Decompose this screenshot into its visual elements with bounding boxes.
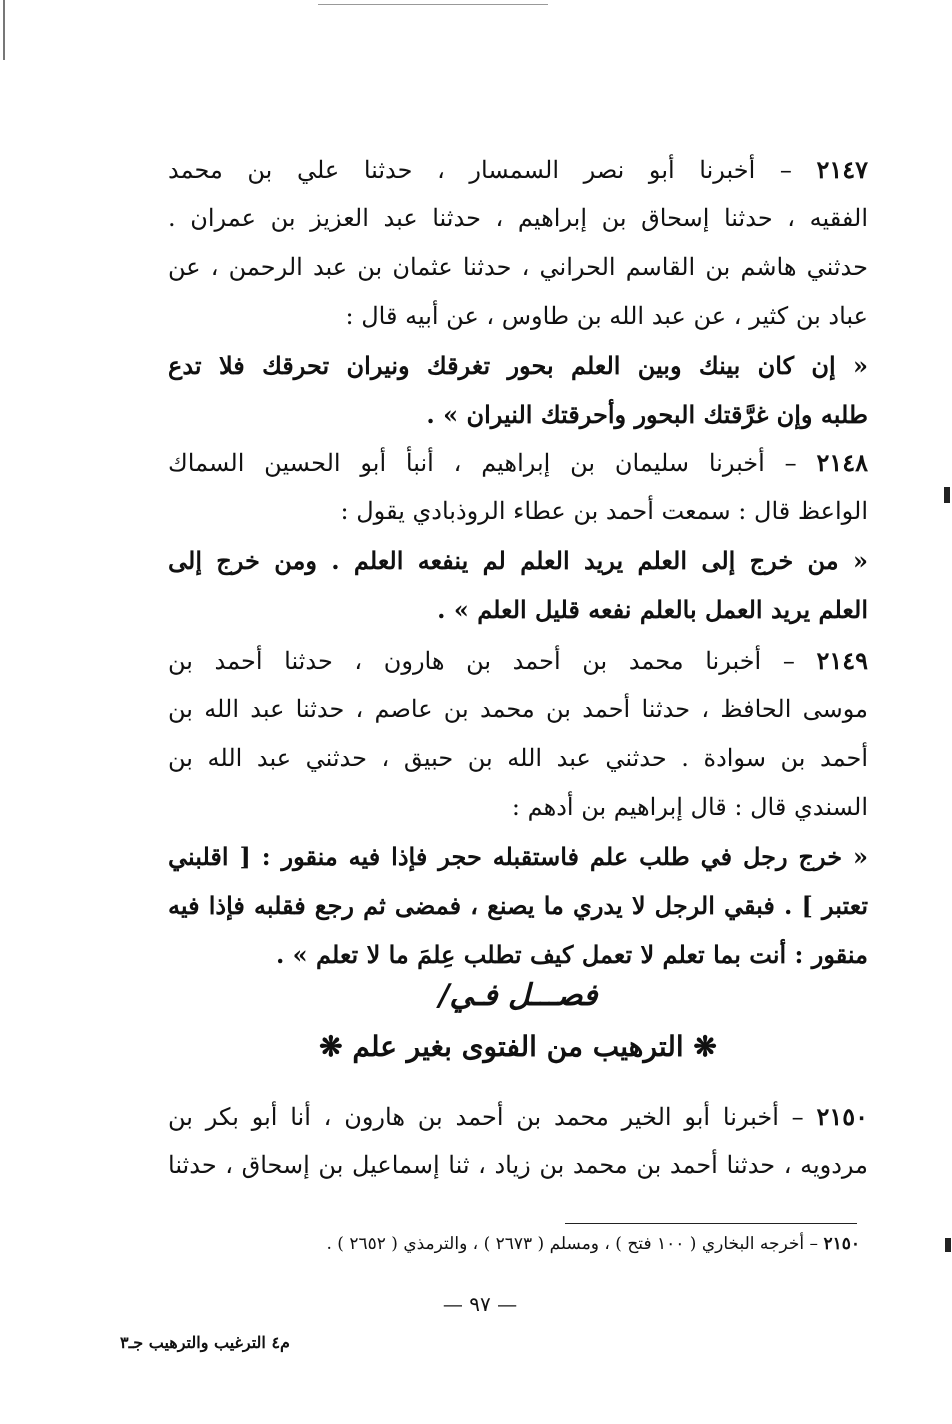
section-heading: ❋ الترهيب من الفتوى بغير علم ❋ [319, 1030, 717, 1063]
text-line: مردويه ، حدثنا أحمد بن محمد بن زياد ، ثنا إسماعيل بن إسحاق ، حدثنا [168, 1151, 868, 1179]
quote-line: « إن كان بينك وبين العلم بحور تغرقك ونيران تحرقك فلا تدع [168, 351, 868, 380]
section-label: فصـــل فـي/ [438, 978, 598, 1013]
text-line: أحمد بن سوادة . حدثني عبد الله بن حبيق ، حدثني عبد الله بن [168, 744, 868, 772]
hadith-2149 [168, 636, 868, 979]
hadith-number: ٢١٤٩ [816, 646, 868, 675]
text-line: السندي قال : قال إبراهيم بن أدهم : [511, 793, 868, 821]
footnote-number: ٢١٥٠ [823, 1234, 860, 1254]
hadith-2147 [168, 145, 868, 439]
scan-edge-mark [945, 1238, 951, 1252]
hadith-number: ٢١٤٨ [816, 448, 868, 477]
quote-line: منقور : أنت بما تعلم لا تعمل كيف تطلب عِلمَ ما لا تعلم » . [275, 940, 868, 969]
text-line: حدثني هاشم بن القاسم الحراني ، حدثنا عثمان بن عبد الرحمن ، عن [168, 253, 868, 281]
scan-edge-mark [3, 0, 5, 60]
text-line: الفقيه ، حدثنا إسحاق بن إبراهيم ، حدثنا عبد العزيز بن عمران . [168, 204, 868, 232]
quote-line: العلم يريد العمل بالعلم نفعه قليل العلم » . [437, 595, 868, 624]
top-rule [318, 4, 548, 5]
text-line: عباد بن كثير ، عن عبد الله بن طاوس ، عن أبيه قال : [345, 302, 868, 330]
text-line: موسى الحافظ ، حدثنا أحمد بن محمد بن عاصم ، حدثنا عبد الله بن [168, 695, 868, 723]
quote-line: تعتبر ] . فبقي الرجل لا يدري ما يصنع ، فمضى ثم رجع فقلبه فإذا فيه [168, 891, 868, 920]
text-line: ٢١٤٨ – أخبرنا سليمان بن إبراهيم ، أنبأ أبو الحسين السماك [168, 448, 868, 477]
text-line: ٢١٤٩ – أخبرنا محمد بن أحمد بن هارون ، حدثنا أحمد بن [168, 646, 868, 675]
footnote-rule [565, 1223, 857, 1224]
quote-line: طلبه وإن غرَّقتك البحور وأحرقتك النيران » . [426, 400, 868, 429]
quote-line: « من خرج إلى العلم يريد العلم لم ينفعه العلم . ومن خرج إلى [168, 546, 868, 575]
text-line: ٢١٤٧ – أخبرنا أبو نصر السمسار ، حدثنا علي بن محمد [168, 155, 868, 184]
hadith-2148 [168, 438, 868, 634]
quote-line: « خرج رجل في طلب علم فاستقبله حجر فإذا فيه منقور : [ اقلبني [168, 842, 868, 871]
text-line: ٢١٥٠ – أخبرنا أبو الخير محمد بن أحمد بن هارون ، أنا أبو بكر بن [168, 1102, 868, 1131]
printer-signature: م٤ الترغيب والترهيب جـ٣ [120, 1333, 290, 1352]
scan-edge-mark [944, 487, 950, 503]
page-number: — ٩٧ — [442, 1292, 518, 1316]
hadith-number: ٢١٥٠ [816, 1102, 868, 1131]
text-line: الواعظ قال : سمعت أحمد بن عطاء الروذبادي يقول : [340, 497, 868, 525]
hadith-number: ٢١٤٧ [816, 155, 868, 184]
hadith-2150 [168, 1092, 868, 1190]
footnote-text: – أخرجه البخاري ( ١٠٠ فتح ) ، ومسلم ( ٢٦٧٣ ) ، والترمذي ( ٢٦٥٢ ) . [326, 1234, 824, 1254]
footnote [120, 1234, 860, 1254]
